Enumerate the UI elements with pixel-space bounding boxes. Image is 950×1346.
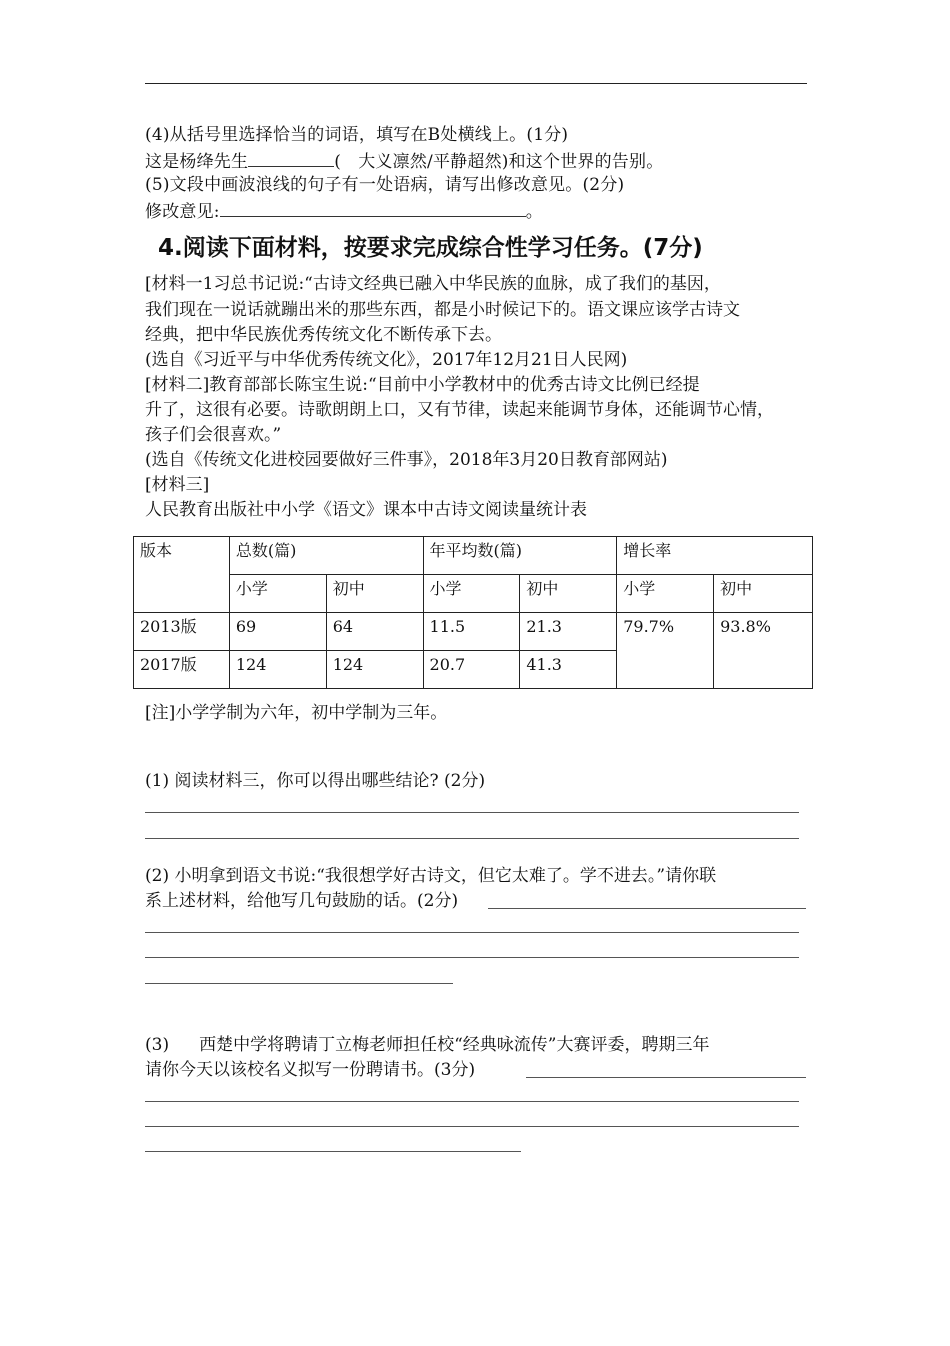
q5-answer-label: 修改意见: — [145, 202, 220, 222]
subheader-avg-junior: 初中 — [520, 575, 617, 613]
material3-table-title: 人民教育出版社中小学《语文》课本中古诗文阅读量统计表 — [145, 500, 587, 520]
header-total: 总数(篇) — [229, 537, 423, 575]
q1-answer-line-1[interactable] — [145, 812, 799, 813]
row-2013-total-primary: 69 — [229, 613, 326, 651]
table-header-row — [134, 537, 813, 575]
row-2013-avg-junior: 21.3 — [520, 613, 617, 651]
material1-line1: [材料一1习总书记说:“古诗文经典已融入中华民族的血脉，成了我们的基因， — [145, 274, 721, 294]
row-2013-edition: 2013版 — [134, 613, 230, 651]
q2-answer-line-2[interactable] — [145, 957, 799, 958]
question-3-number: (3) — [145, 1035, 170, 1055]
question-3-line2: 请你今天以该校名义拟写一份聘请书。(3分) — [145, 1060, 476, 1080]
header-annual-avg: 年平均数(篇) — [423, 537, 617, 575]
row-2017-avg-primary: 20.7 — [423, 651, 520, 689]
q3-answer-line-1[interactable] — [145, 1101, 799, 1102]
material3-note: [注]小学学制为六年，初中学制为三年。 — [145, 703, 448, 723]
q1-answer-line-2[interactable] — [145, 838, 799, 839]
growth-primary: 79.7% — [617, 613, 714, 689]
q4-sentence-before: 这是杨绛先生 — [145, 152, 249, 172]
material2-line2: 升了，这很有必要。诗歌朗朗上口，又有节律，读起来能调节身体，还能调节心情， — [145, 400, 774, 420]
row-2013-avg-primary: 11.5 — [423, 613, 520, 651]
section-4-heading: 4.阅读下面材料，按要求完成综合性学习任务。(7分) — [158, 235, 703, 261]
row-2017-edition: 2017版 — [134, 651, 230, 689]
q4-prompt: (4)从括号里选择恰当的词语，填写在B处横线上。(1分) — [145, 125, 569, 145]
q4-sentence-options: ( 大义凛然/平静超然)和这个世界的告别。 — [334, 152, 664, 172]
question-3-line1 — [145, 1034, 709, 1056]
row-2013-total-junior: 64 — [326, 613, 423, 651]
material2-line3: 孩子们会很喜欢。” — [145, 425, 282, 445]
material1-source: (选自《习近平与中华优秀传统文化》，2017年12月21日人民网) — [145, 350, 628, 370]
material1-line3: 经典，把中华民族优秀传统文化不断传承下去。 — [145, 325, 502, 345]
subheader-growth-primary: 小学 — [617, 575, 714, 613]
question-2-line2: 系上述材料，给他写几句鼓励的话。(2分) — [145, 891, 459, 911]
subheader-total-primary: 小学 — [229, 575, 326, 613]
question-1-prompt: (1) 阅读材料三，你可以得出哪些结论? (2分) — [145, 771, 486, 791]
subheader-avg-primary: 小学 — [423, 575, 520, 613]
subheader-total-junior: 初中 — [326, 575, 423, 613]
q2-answer-line-inline[interactable] — [488, 908, 806, 909]
q3-answer-line-2[interactable] — [145, 1126, 799, 1127]
material3-label: [材料三] — [145, 475, 210, 495]
header-edition: 版本 — [134, 537, 230, 613]
q5-answer-end: 。 — [525, 202, 543, 222]
q2-answer-line-3[interactable] — [145, 983, 453, 984]
subheader-growth-junior: 初中 — [714, 575, 813, 613]
row-2017-total-primary: 124 — [229, 651, 326, 689]
header-growth: 增长率 — [617, 537, 813, 575]
material2-line1: [材料二]教育部部长陈宝生说:“目前中小学教材中的优秀古诗文比例已经提 — [145, 375, 700, 395]
q5-answer-line — [145, 199, 543, 223]
q4-answer-blank[interactable] — [248, 149, 334, 167]
q5-answer-blank[interactable] — [220, 199, 526, 217]
row-2017-avg-junior: 41.3 — [520, 651, 617, 689]
table-row — [134, 613, 813, 651]
q3-answer-line-inline[interactable] — [526, 1077, 806, 1078]
q5-prompt: (5)文段中画波浪线的句子有一处语病，请写出修改意见。(2分) — [145, 175, 625, 195]
growth-junior: 93.8% — [714, 613, 813, 689]
material1-line2: 我们现在一说话就蹦出米的那些东西，都是小时候记下的。语文课应该学古诗文 — [145, 300, 740, 320]
material2-source: (选自《传统文化进校园要做好三件事》，2018年3月20日教育部网站) — [145, 450, 668, 470]
top-rule — [145, 83, 807, 84]
reading-stats-table — [133, 536, 813, 689]
question-3-text: 西楚中学将聘请丁立梅老师担任校“经典咏流传”大赛评委，聘期三年 — [199, 1035, 710, 1055]
row-2017-total-junior: 124 — [326, 651, 423, 689]
question-2-line1: (2) 小明拿到语文书说:“我很想学好古诗文，但它太难了。学不进去。”请你联 — [145, 866, 717, 886]
q4-sentence — [145, 149, 663, 173]
table-subheader-row — [134, 575, 813, 613]
q3-answer-line-3[interactable] — [145, 1151, 521, 1152]
q2-answer-line-1[interactable] — [145, 932, 799, 933]
